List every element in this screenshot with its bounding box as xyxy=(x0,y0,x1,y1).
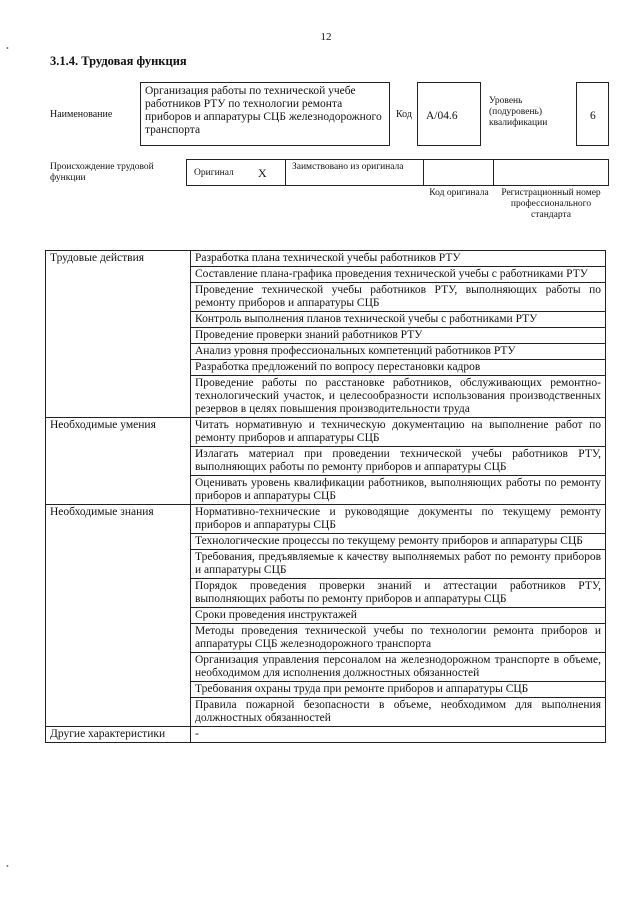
table-cell: Составление плана-графика проведения технической учебы с работниками РТУ xyxy=(191,267,606,283)
table-cell: Порядок проведения проверки знаний и аттестации работников РТУ, выполняющих работы по ремонту приборов и аппаратуры СЦБ xyxy=(191,579,606,608)
category-cell: Трудовые действия xyxy=(46,251,191,418)
table-cell: Требования, предъявляемые к качеству выполняемых работ по ремонту приборов и аппаратуры СЦБ xyxy=(191,550,606,579)
table-cell: Правила пожарной безопасности в объеме, необходимом для выполнения должностных обязанностей xyxy=(191,698,606,727)
function-name-box xyxy=(140,82,390,146)
table-cell: Контроль выполнения планов технической учебы с работниками РТУ xyxy=(191,312,606,328)
origin-original-mark: X xyxy=(258,166,267,180)
origin-label: Происхождение трудовой функции xyxy=(50,162,154,183)
table-cell: Методы проведения технической учебы по технологии ремонта приборов и аппаратуры СЦБ железнодорожного транспорта xyxy=(191,624,606,653)
table-cell: Организация управления персоналом на железнодорожном транспорте в объеме, необходимом для исполнения должностных обязанностей xyxy=(191,653,606,682)
table-cell: Сроки проведения инструктажей xyxy=(191,608,606,624)
table-cell: Разработка плана технической учебы работников РТУ xyxy=(191,251,606,267)
table-cell: Проведение работы по расстановке работников, обслуживающих ремонтно-технологический участок, и целесообразности использования производственных резервов в целях повышения производительности труда xyxy=(191,376,606,418)
origin-code-caption: Код оригинала xyxy=(429,188,489,198)
table-cell: Излагать материал при проведении технической учебы работников РТУ, выполняющих работы по ремонту приборов и аппаратуры СЦБ xyxy=(191,447,606,476)
scan-mark-dot: • xyxy=(6,44,9,53)
origin-reg-caption: Регистрационный номер профессионального стандарта xyxy=(501,188,601,220)
function-name: Организация работы по технической учебе работников РТУ по технологии ремонта приборов и аппаратуры СЦБ железнодорожного транспорта xyxy=(145,85,382,136)
table-row xyxy=(46,727,606,743)
category-cell: Необходимые знания xyxy=(46,505,191,727)
table-cell: Проведение проверки знаний работников РТУ xyxy=(191,328,606,344)
origin-borrowed-cell xyxy=(285,159,424,186)
code-label: Код xyxy=(396,109,412,120)
table-cell: Оценивать уровень квалификации работников, выполняющих работы по ремонту приборов и аппаратуры СЦБ xyxy=(191,476,606,505)
table-cell: Технологические процессы по текущему ремонту приборов и аппаратуры СЦБ xyxy=(191,534,606,550)
page-number: 12 xyxy=(320,31,332,43)
category-cell: Другие характеристики xyxy=(46,727,191,743)
code-box xyxy=(417,82,481,146)
level-box xyxy=(576,82,609,146)
origin-reg-cell xyxy=(493,159,609,186)
level-label: Уровень (подуровень) квалификации xyxy=(489,96,548,128)
origin-original-cell xyxy=(186,159,286,186)
table-cell: Нормативно-технические и руководящие документы по текущему ремонту приборов и аппаратуры СЦБ xyxy=(191,505,606,534)
code-value: А/04.6 xyxy=(426,110,458,122)
level-value: 6 xyxy=(590,110,596,122)
labor-function-table xyxy=(45,250,606,743)
category-cell: Необходимые умения xyxy=(46,418,191,505)
table-row xyxy=(46,418,606,447)
table-cell: Разработка предложений по вопросу перестановки кадров xyxy=(191,360,606,376)
table-cell: Требования охраны труда при ремонте приборов и аппаратуры СЦБ xyxy=(191,682,606,698)
origin-borrowed-label: Заимствовано из оригинала xyxy=(292,162,404,172)
section-title: 3.1.4. Трудовая функция xyxy=(50,54,187,68)
origin-code-cell xyxy=(423,159,494,186)
table-row xyxy=(46,251,606,267)
table-cell: Проведение технической учебы работников РТУ, выполняющих работы по ремонту приборов и аппаратуры СЦБ xyxy=(191,283,606,312)
table-row xyxy=(46,505,606,534)
scan-mark-dot: • xyxy=(6,862,9,871)
table-cell: Анализ уровня профессиональных компетенций работников РТУ xyxy=(191,344,606,360)
table-cell: - xyxy=(191,727,606,743)
name-label: Наименование xyxy=(50,109,113,120)
table-cell: Читать нормативную и техническую документацию на выполнение работ по ремонту приборов и аппаратуры СЦБ xyxy=(191,418,606,447)
origin-original-label: Оригинал xyxy=(194,168,234,178)
